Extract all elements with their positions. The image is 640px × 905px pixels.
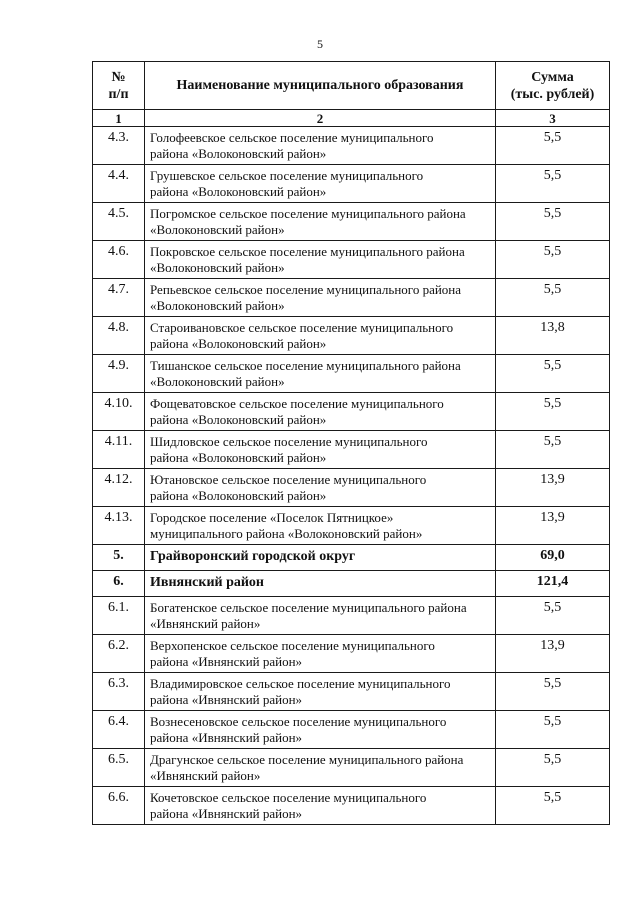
municipality-name-line1: Голофеевское сельское поселение муниципального	[150, 130, 434, 145]
row-number: 4.13.	[93, 507, 145, 545]
municipality-name-line2: «Волоконовский район»	[150, 222, 285, 237]
municipality-name	[145, 127, 496, 165]
sum-value: 5,5	[496, 711, 610, 749]
municipality-name	[145, 545, 496, 571]
row-number: 4.7.	[93, 279, 145, 317]
row-number: 5.	[93, 545, 145, 571]
municipality-name-line1: Городское поселение «Поселок Пятницкое»	[150, 510, 394, 525]
page-number: 5	[317, 37, 323, 51]
municipality-name-line2: «Волоконовский район»	[150, 260, 285, 275]
municipality-name-line1: Кочетовское сельское поселение муниципального	[150, 790, 427, 805]
sum-value: 69,0	[496, 545, 610, 571]
row-number: 6.5.	[93, 749, 145, 787]
municipality-name	[145, 787, 496, 825]
municipality-name	[145, 597, 496, 635]
municipality-name-line2: района «Ивнянский район»	[150, 692, 303, 707]
sum-value: 5,5	[496, 241, 610, 279]
sum-value: 5,5	[496, 787, 610, 825]
municipality-name-line1: Драгунское сельское поселение муниципального района	[150, 752, 464, 767]
header-sum-line1: Сумма	[531, 69, 574, 85]
municipality-name-line1: Владимировское сельское поселение муниципального	[150, 676, 451, 691]
municipality-name-line1: Вознесеновское сельское поселение муниципального	[150, 714, 447, 729]
sum-value: 13,9	[496, 635, 610, 673]
row-number: 6.6.	[93, 787, 145, 825]
municipality-name	[145, 635, 496, 673]
sum-value: 5,5	[496, 355, 610, 393]
table-row	[93, 635, 610, 673]
sum-value: 13,8	[496, 317, 610, 355]
sum-value: 5,5	[496, 749, 610, 787]
table-row	[93, 673, 610, 711]
row-number: 4.11.	[93, 431, 145, 469]
municipality-name-line2: «Волоконовский район»	[150, 374, 285, 389]
municipality-name	[145, 571, 496, 597]
table-row	[93, 597, 610, 635]
table-row	[93, 165, 610, 203]
column-number-row	[93, 110, 610, 127]
table-row	[93, 507, 610, 545]
municipality-name-line1: Ютановское сельское поселение муниципального	[150, 472, 427, 487]
municipality-name-line2: района «Волоконовский район»	[150, 488, 327, 503]
municipality-name	[145, 431, 496, 469]
table-row	[93, 787, 610, 825]
table-row	[93, 279, 610, 317]
header-num-line1: №	[111, 69, 126, 85]
municipality-name-line1: Погромское сельское поселение муниципального района	[150, 206, 466, 221]
municipality-name-line1: Шидловское сельское поселение муниципального	[150, 434, 428, 449]
municipality-name-line2: района «Волоконовский район»	[150, 412, 327, 427]
table-row	[93, 711, 610, 749]
sum-value: 5,5	[496, 279, 610, 317]
municipality-name	[145, 355, 496, 393]
table-row	[93, 127, 610, 165]
header-name: Наименование муниципального образования	[145, 62, 496, 110]
row-number: 4.10.	[93, 393, 145, 431]
municipality-name	[145, 507, 496, 545]
table-row	[93, 355, 610, 393]
municipality-name-line1: Староивановское сельское поселение муниципального	[150, 320, 454, 335]
municipality-name-line2: района «Волоконовский район»	[150, 336, 327, 351]
municipality-name-line2: «Волоконовский район»	[150, 298, 285, 313]
table-header-row	[93, 62, 610, 110]
municipality-name	[145, 673, 496, 711]
municipality-name-line1: Тишанское сельское поселение муниципального района	[150, 358, 461, 373]
sum-value: 5,5	[496, 673, 610, 711]
row-number: 6.3.	[93, 673, 145, 711]
municipality-name	[145, 393, 496, 431]
column-number-1: 1	[93, 110, 145, 127]
header-num-line2: п/п	[108, 86, 129, 102]
sum-value: 5,5	[496, 127, 610, 165]
municipality-name	[145, 749, 496, 787]
municipality-name-line2: района «Волоконовский район»	[150, 146, 327, 161]
table-section-row	[93, 571, 610, 597]
table-body	[93, 127, 610, 825]
table-row	[93, 749, 610, 787]
row-number: 4.9.	[93, 355, 145, 393]
sum-value: 13,9	[496, 469, 610, 507]
municipality-name-line2: «Ивнянский район»	[150, 768, 261, 783]
row-number: 4.8.	[93, 317, 145, 355]
municipality-name	[145, 165, 496, 203]
municipality-name-line2: «Ивнянский район»	[150, 616, 261, 631]
sum-value: 5,5	[496, 597, 610, 635]
municipality-name-line2: района «Ивнянский район»	[150, 654, 303, 669]
municipality-name-line2: района «Ивнянский район»	[150, 806, 303, 821]
sum-value: 13,9	[496, 507, 610, 545]
row-number: 4.5.	[93, 203, 145, 241]
municipality-name	[145, 711, 496, 749]
municipality-name	[145, 317, 496, 355]
municipality-name	[145, 203, 496, 241]
municipality-name-line2: района «Волоконовский район»	[150, 184, 327, 199]
table-section-row	[93, 545, 610, 571]
row-number: 4.3.	[93, 127, 145, 165]
table-row	[93, 431, 610, 469]
municipality-name-line1: Фощеватовское сельское поселение муниципального	[150, 396, 444, 411]
row-number: 6.	[93, 571, 145, 597]
municipality-name-line1: Грушевское сельское поселение муниципального	[150, 168, 424, 183]
municipality-name-line1: Богатенское сельское поселение муниципального района	[150, 600, 467, 615]
municipality-name-line1: Ивнянский район	[150, 575, 264, 590]
table-row	[93, 469, 610, 507]
municipality-name-line1: Верхопенское сельское поселение муниципального	[150, 638, 435, 653]
municipality-name	[145, 241, 496, 279]
municipality-name-line1: Грайворонский городской округ	[150, 549, 356, 564]
table-row	[93, 317, 610, 355]
municipality-name	[145, 279, 496, 317]
municipality-name-line2: района «Волоконовский район»	[150, 450, 327, 465]
municipality-name	[145, 469, 496, 507]
row-number: 4.12.	[93, 469, 145, 507]
column-number-3: 3	[496, 110, 610, 127]
header-sum	[496, 62, 610, 110]
table-row	[93, 203, 610, 241]
municipality-name-line1: Репьевское сельское поселение муниципального района	[150, 282, 462, 297]
row-number: 4.4.	[93, 165, 145, 203]
column-number-2: 2	[145, 110, 496, 127]
row-number: 4.6.	[93, 241, 145, 279]
table-row	[93, 241, 610, 279]
municipality-name-line1: Покровское сельское поселение муниципального района	[150, 244, 465, 259]
header-num	[93, 62, 145, 110]
header-sum-line2: (тыс. рублей)	[510, 86, 595, 102]
row-number: 6.2.	[93, 635, 145, 673]
row-number: 6.1.	[93, 597, 145, 635]
allocation-table	[92, 61, 610, 825]
sum-value: 5,5	[496, 431, 610, 469]
municipality-name-line2: муниципального района «Волоконовский район»	[150, 526, 423, 541]
sum-value: 5,5	[496, 165, 610, 203]
table-row	[93, 393, 610, 431]
municipality-name-line2: района «Ивнянский район»	[150, 730, 303, 745]
row-number: 6.4.	[93, 711, 145, 749]
sum-value: 5,5	[496, 393, 610, 431]
sum-value: 121,4	[496, 571, 610, 597]
sum-value: 5,5	[496, 203, 610, 241]
